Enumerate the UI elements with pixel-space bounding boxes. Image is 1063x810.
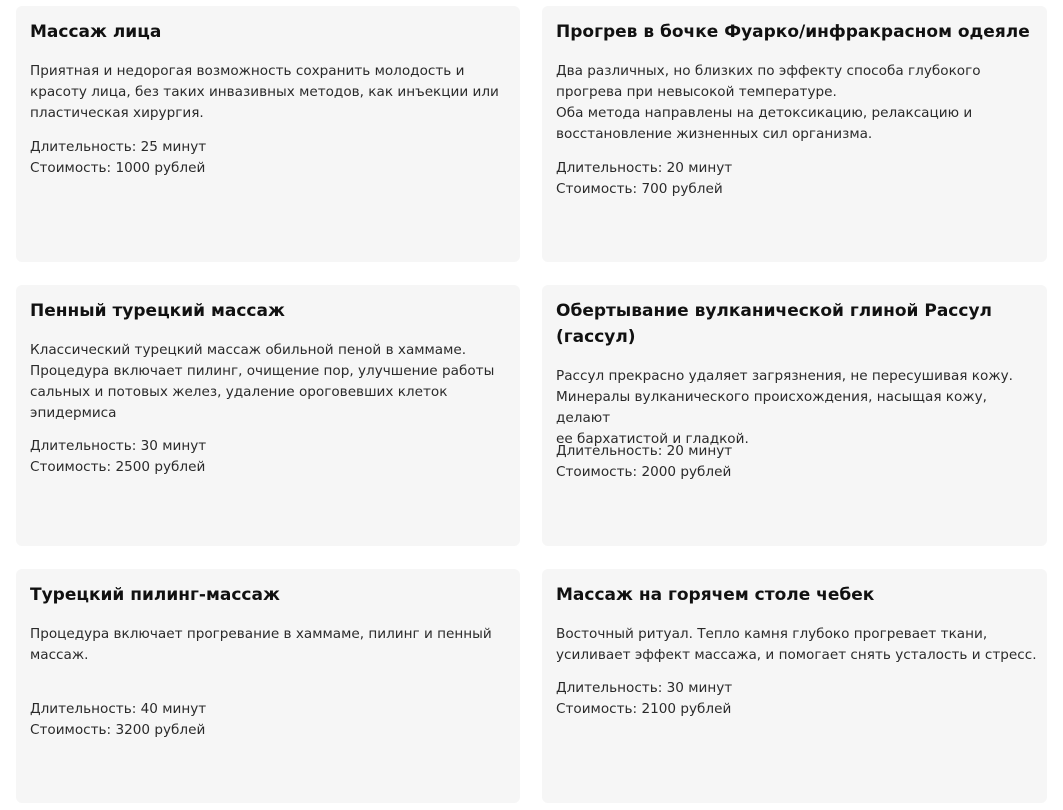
service-title: Обертывание вулканической глиной Рассул (гассул) [556, 301, 992, 347]
service-price: Стоимость: 3200 рублей [30, 722, 206, 738]
service-price: Стоимость: 2100 рублей [556, 701, 732, 717]
service-meta [556, 678, 1033, 720]
service-card-hot-stone-chebek [542, 569, 1047, 803]
service-price: Стоимость: 700 рублей [556, 181, 723, 197]
service-duration: Длительность: 25 минут [30, 139, 207, 155]
service-duration: Длительность: 20 минут [556, 443, 733, 459]
service-card-face-massage [16, 6, 520, 262]
service-description: Два различных, но близких по эффекту способа глубокого прогрева при невысокой температуре. Оба метода направлены на детоксикацию, релаксацию и восстановление жизненных сил организма. [556, 63, 981, 142]
service-duration: Длительность: 20 минут [556, 160, 733, 176]
service-card-rhassoul-wrap [542, 285, 1047, 546]
service-title: Прогрев в бочке Фуарко/инфракрасном одеяле [556, 22, 1030, 42]
service-duration: Длительность: 30 минут [30, 438, 207, 454]
service-description: Восточный ритуал. Тепло камня глубоко прогревает ткани, усиливает эффект массажа, и помогает снять усталость и стресс. [556, 626, 1037, 663]
service-meta [30, 137, 506, 179]
service-description: Классический турецкий массаж обильной пеной в хаммаме. Процедура включает пилинг, очищение пор, улучшение работы сальных и потовых желез, удаление ороговевших клеток эпидермиса [30, 342, 495, 421]
service-meta [30, 436, 506, 478]
service-meta [556, 441, 1033, 483]
service-card-turkish-peeling-massage [16, 569, 520, 803]
service-title: Массаж на горячем столе чебек [556, 585, 875, 605]
service-description: Приятная и недорогая возможность сохранить молодость и красоту лица, без таких инвазивных методов, как инъекции или пластическая хирургия. [30, 63, 499, 121]
service-meta [30, 699, 506, 741]
service-title: Массаж лица [30, 22, 162, 42]
service-title: Пенный турецкий массаж [30, 301, 285, 321]
service-card-fuarko-warming [542, 6, 1047, 262]
service-description: Процедура включает прогревание в хаммаме, пилинг и пенный массаж. [30, 626, 492, 663]
service-duration: Длительность: 30 минут [556, 680, 733, 696]
service-title: Турецкий пилинг-массаж [30, 585, 280, 605]
service-price: Стоимость: 2000 рублей [556, 464, 732, 480]
service-meta [556, 158, 1033, 200]
service-card-foam-turkish-massage [16, 285, 520, 546]
service-price: Стоимость: 2500 рублей [30, 459, 206, 475]
service-description: Рассул прекрасно удаляет загрязнения, не пересушивая кожу. Минералы вулканического происхождения, насыщая кожу, делают ее бархатистой и гладкой. [556, 368, 1013, 447]
service-price: Стоимость: 1000 рублей [30, 160, 206, 176]
service-duration: Длительность: 40 минут [30, 701, 207, 717]
